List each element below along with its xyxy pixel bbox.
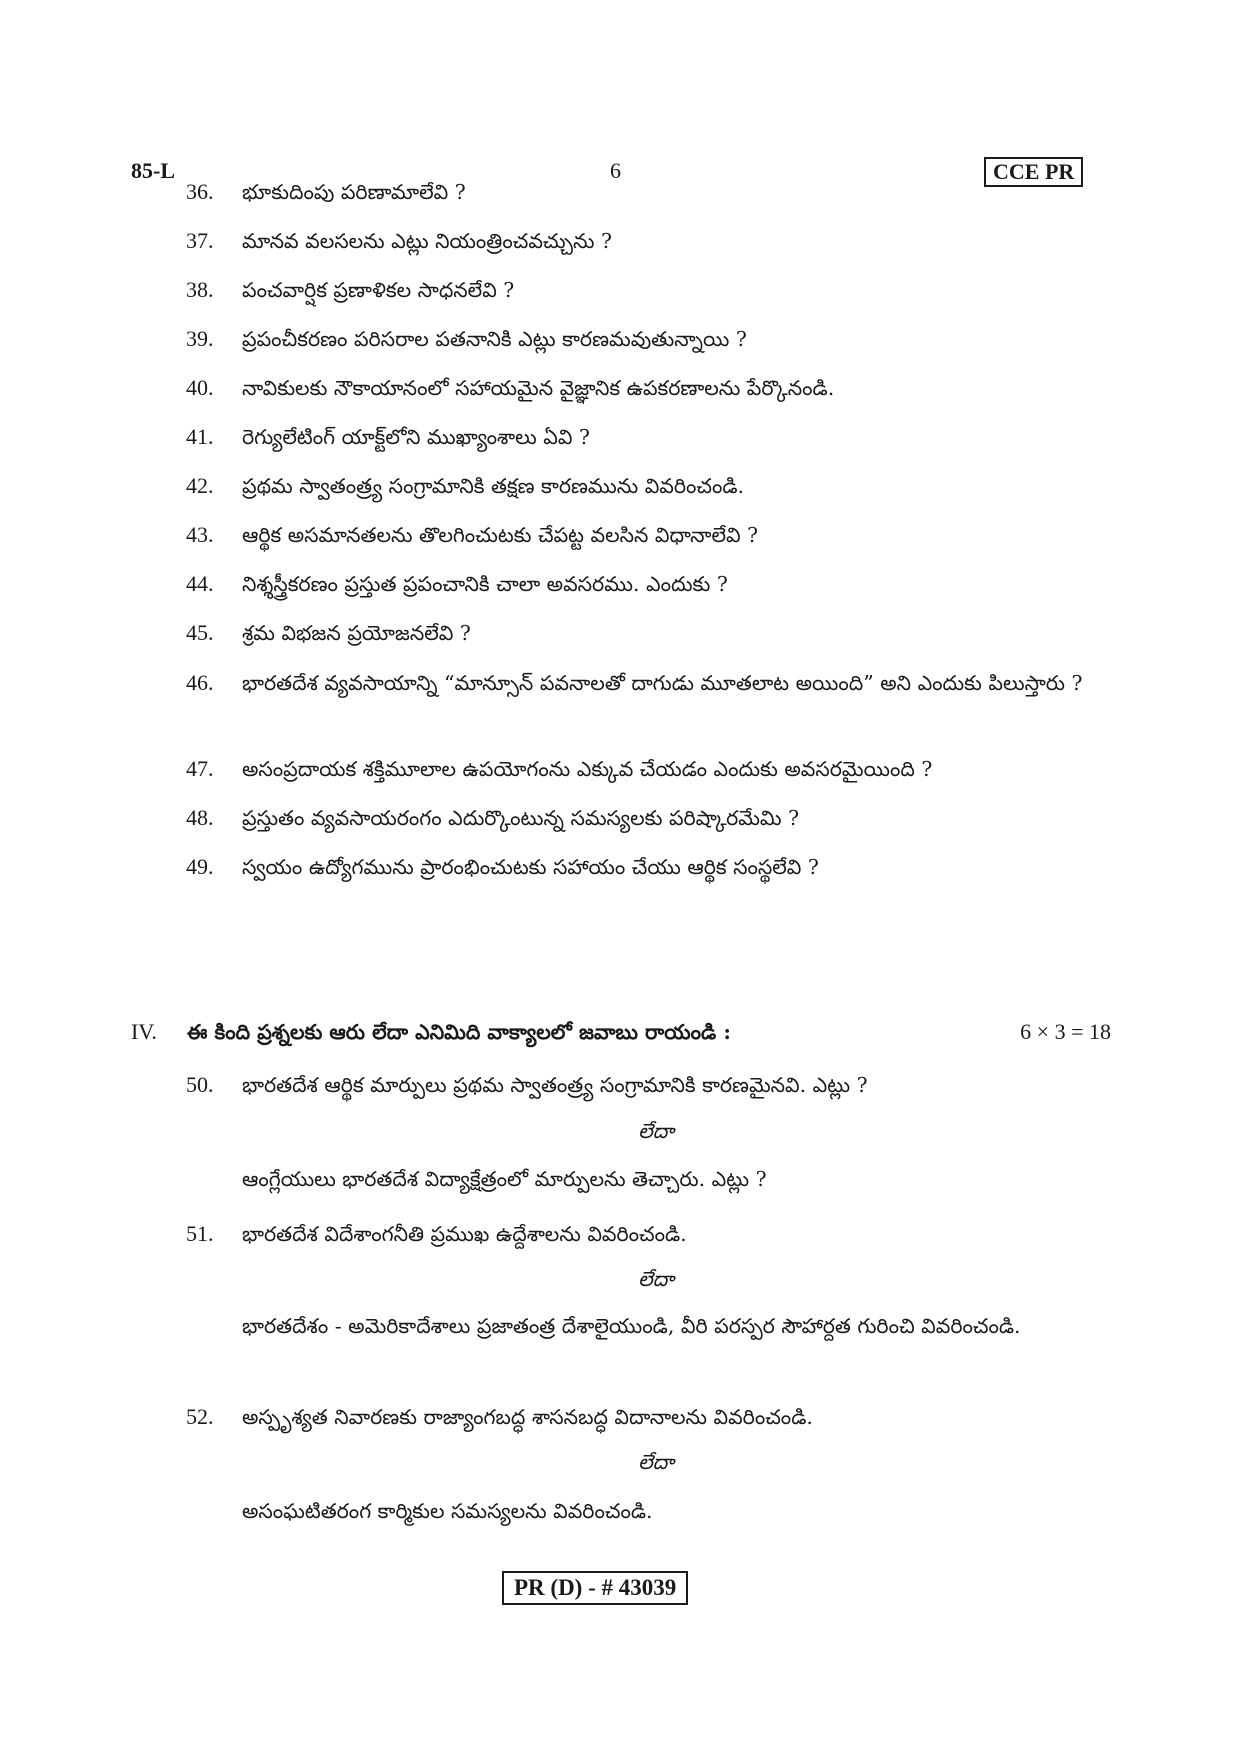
question-text: ప్రపంచీకరణం పరిసరాల పతనానికి ఎట్లు కారణమవుతున్నాయి ? <box>242 327 747 351</box>
cce-badge: CCE PR <box>984 157 1083 187</box>
question-number: 37. <box>186 228 214 253</box>
question-text: శ్రమ విభజన ప్రయోజనలేవి ? <box>242 621 471 645</box>
question-text: మానవ వలసలను ఎట్లు నియంత్రించవచ్చును ? <box>242 229 612 253</box>
question-text: భారతదేశ ఆర్థిక మార్పులు ప్రథమ స్వాతంత్ర్య సంగ్రామానికి కారణమైనవి. ఎట్లు ? <box>242 1073 868 1097</box>
or-label: లేదా <box>638 1267 674 1291</box>
alternative-question: అసంఘటితరంగ కార్మికుల సమస్యలను వివరించండి. <box>242 1499 653 1523</box>
question-text: భారతదేశ వ్యవసాయాన్ని “మాన్సూన్ పవనాలతో దాగుడు మూతలాట అయింది” అని ఎందుకు పిలుస్తారు ? <box>242 671 1083 695</box>
footer-code-box: PR (D) - # 43039 <box>502 1571 688 1605</box>
alternative-question: భారతదేశం - అమెరికాదేశాలు ప్రజాతంత్ర దేశాలైయుండి, వీరి పరస్పర సౌహార్దత గురించి వివరించండి. <box>242 1314 1021 1338</box>
question-number: 44. <box>186 571 214 596</box>
question-number: 51. <box>186 1221 214 1246</box>
section-numeral: IV. <box>131 1019 157 1044</box>
question-number: 52. <box>186 1404 214 1429</box>
question-text: ప్రథమ స్వాతంత్ర్య సంగ్రామానికి తక్షణ కారణమును వివరించండి. <box>242 474 745 498</box>
question-number: 40. <box>186 375 214 400</box>
question-number: 48. <box>186 805 214 830</box>
question-number: 45. <box>186 620 214 645</box>
question-number: 36. <box>186 179 214 204</box>
question-text: భూకుదింపు పరిణామాలేవి ? <box>242 180 466 204</box>
question-text: అసంప్రదాయక శక్తిమూలాల ఉపయోగంను ఎక్కువ చేయడం ఎందుకు అవసరమైయింది ? <box>242 757 933 781</box>
paper-code: 85-L <box>131 158 175 183</box>
or-label: లేదా <box>638 1450 674 1474</box>
question-number: 39. <box>186 326 214 351</box>
page-number: 6 <box>610 158 621 183</box>
question-text: ప్రస్తుతం వ్యవసాయరంగం ఎదుర్కొంటున్న సమస్యలకు పరిష్కారమేమి ? <box>242 806 800 830</box>
question-text: ఆర్థిక అసమానతలను తొలగించుటకు చేపట్ట వలసిన విధానాలేవి ? <box>242 523 759 547</box>
question-number: 38. <box>186 277 214 302</box>
question-text: నిశ్శస్త్రీకరణం ప్రస్తుత ప్రపంచానికి చాలా అవసరము. ఎందుకు ? <box>242 572 728 596</box>
question-text: పంచవార్షిక ప్రణాళికల సాధనలేవి ? <box>242 278 515 302</box>
question-text: స్వయం ఉద్యోగమును ప్రారంభించుటకు సహాయం చేయు ఆర్థిక సంస్థలేవి ? <box>242 855 819 879</box>
section-marks: 6 × 3 = 18 <box>1020 1019 1111 1044</box>
question-number: 41. <box>186 424 214 449</box>
question-number: 49. <box>186 854 214 879</box>
question-number: 46. <box>186 670 214 695</box>
alternative-question: ఆంగ్లేయులు భారతదేశ విద్యాక్షేత్రంలో మార్పులను తెచ్చారు. ఎట్లు ? <box>242 1167 767 1191</box>
or-label: లేదా <box>638 1119 674 1143</box>
question-number: 43. <box>186 522 214 547</box>
question-number: 42. <box>186 473 214 498</box>
question-text: అస్పృశ్యత నివారణకు రాజ్యాంగబద్ధ శాసనబద్ధ విదానాలను వివరించండి. <box>242 1405 813 1429</box>
question-text: భారతదేశ విదేశాంగనీతి ప్రముఖ ఉద్దేశాలను వివరించండి. <box>242 1222 687 1246</box>
section-instruction: ఈ కింది ప్రశ్నలకు ఆరు లేదా ఎనిమిది వాక్యాలలో జవాబు రాయండి : <box>187 1020 731 1044</box>
question-text: రెగ్యులేటింగ్ యాక్ట్‌లోని ముఖ్యాంశాలు ఏవి ? <box>242 425 590 449</box>
question-text: నావికులకు నౌకాయానంలో సహాయమైన వైజ్ఞానిక ఉపకరణాలను పేర్కొనండి. <box>242 376 835 400</box>
question-number: 47. <box>186 756 214 781</box>
question-number: 50. <box>186 1072 214 1097</box>
